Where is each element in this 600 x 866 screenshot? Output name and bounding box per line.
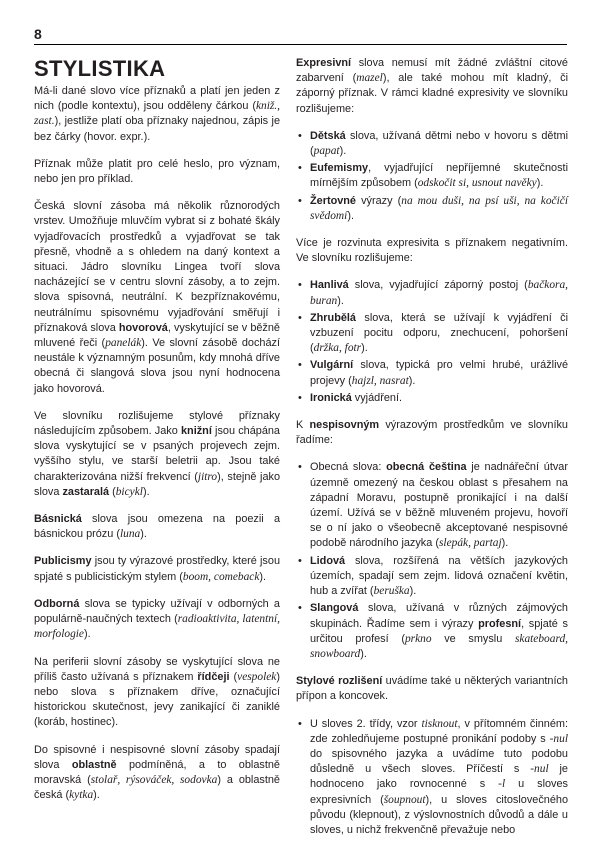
example: na mou duši, na psí uši, na kočičí svědomí [310, 194, 568, 222]
text: , označující historickou skutečnost, jevy zanikající či zaniklé ( [34, 685, 281, 729]
paragraph [34, 409, 280, 500]
text: Ve slovníku rozlišujeme stylové příznaky následujícím způsobem. Jako [34, 409, 280, 438]
text: koráb, hostinec [37, 716, 112, 729]
list-item [296, 717, 568, 839]
text: ). Ve slovní zásobě dochází neustále k významným posunům, kdy mnohá dříve obecná či slangová slova jsou nyní hodnocena jako hovorová. [34, 337, 280, 395]
example: beruška [373, 585, 410, 598]
example: -nul [549, 732, 568, 745]
nonstandard-list [296, 460, 568, 662]
text: ). [501, 537, 509, 550]
negative-expressivity-list [296, 278, 568, 406]
example: prkno [404, 632, 432, 645]
paragraph [34, 655, 280, 731]
text: jsou chápána slova vyskytující se v psaných projevech zejm. vyššího stylu, ve starší beletrii ap. Jsou také charakterizována nižší frekvencí ( [34, 425, 280, 483]
text: vyjádření. [351, 391, 403, 404]
text: hovor. expr. [87, 130, 144, 143]
example: tisknout [421, 717, 458, 730]
paragraph [296, 674, 568, 704]
text: ), z výslovnostních důvodů a dále u sloves, u nichž frekvenčně převažuje nebo [310, 808, 568, 836]
paragraph [296, 56, 568, 117]
text: ). [408, 374, 416, 387]
list-item [296, 601, 568, 662]
list-item [296, 278, 568, 308]
example: -nul [530, 763, 549, 776]
text: ). [259, 570, 267, 583]
text: ). [337, 294, 344, 307]
list-item [296, 161, 568, 191]
text: u sloves expresivních ( [310, 778, 569, 806]
text: Do spisovné i nespisovné slovní zásoby spadají slova [34, 743, 280, 771]
text: , vyjadřující nepříjemné skutečnosti mírnějším způsobem ( [310, 162, 568, 190]
paragraph [34, 157, 280, 187]
text: výrazovým prostředkům ve slovníku řadíme: [296, 419, 568, 447]
example: papat [313, 145, 340, 158]
text: K [296, 419, 310, 432]
text: klepnout [353, 808, 395, 821]
paragraph [34, 597, 280, 643]
term: Publicismy [34, 555, 92, 568]
term: řídčeji [197, 670, 230, 683]
page-number: 8 [34, 26, 42, 42]
text: Obecná slova: [310, 461, 387, 474]
text: ( [229, 670, 238, 683]
text: slova, užívaná v různých zájmových skupinách. Řadíme sem i výrazy [310, 602, 568, 630]
text: je hodnoceno jako rovnocenné s [310, 763, 568, 791]
term: Ironická [310, 391, 352, 404]
term: Dětská [310, 129, 346, 142]
term: Odborná [34, 597, 80, 610]
paragraph [34, 512, 280, 542]
term: hovorová [118, 321, 168, 334]
text: ). [111, 716, 119, 729]
suffix-variants-list [296, 717, 568, 839]
text: ). [347, 209, 354, 222]
example: stolař, rýsováček, sodovka [90, 773, 218, 786]
list-item [296, 194, 568, 224]
term: obecná čeština [386, 461, 467, 474]
text: slova, vyjadřující záporný postoj ( [348, 279, 528, 292]
left-column [34, 56, 280, 815]
text: ). [360, 647, 367, 660]
example: skateboard, snowboard [310, 632, 568, 660]
example: hajzl, nasrat [351, 374, 409, 387]
paragraph [34, 743, 280, 804]
term: Stylové rozlišení [296, 675, 383, 688]
example: radioaktivita, latentní, morfologie [34, 613, 280, 641]
example: kniž., zast. [34, 100, 280, 128]
term: Básnická [34, 513, 82, 526]
example: vespolek [237, 670, 277, 683]
text: Na periferii slovní zásoby se vyskytující slova ne příliš často užívaná s příznakem [34, 655, 280, 683]
paragraph [296, 236, 568, 266]
example: bicykl [115, 485, 143, 498]
example: -l [498, 778, 506, 791]
term: profesní [478, 617, 522, 630]
text: slova se typicky užívají v odborných a populárně-naučných textech ( [34, 597, 280, 626]
text: slova nemusí mít žádné zvláštní citové zabarvení ( [296, 57, 568, 85]
example: odskočit si, usnout navěky [417, 177, 537, 190]
text: ), u sloves citoslovečného původu ( [310, 793, 569, 821]
text: Má-li dané slovo více příznaků a platí jen jeden z nich (podle kontextu), jsou odděleny čárkou ( [34, 85, 280, 113]
text: slova, rozšířená na větších jazykových územích, spadají sem zejm. lidová označení květin, hub a zvířat ( [310, 554, 568, 598]
text: ) a oblastně česká ( [34, 773, 280, 802]
text: ) nebo slova s příznakem [34, 670, 280, 698]
text: Více je rozvinuta expresivita s příznakem negativním. Ve slovníku rozlišujeme: [296, 237, 568, 265]
example: mazel [356, 72, 383, 85]
example: jitro [197, 470, 218, 483]
text: ). [93, 789, 100, 802]
text: ve smyslu [431, 632, 515, 645]
term: oblastně [71, 758, 117, 771]
term: Žertovné [310, 194, 356, 207]
text: slova jsou omezena na poezii a básnickou prózu ( [34, 513, 280, 541]
list-item [296, 554, 568, 600]
text: jsou ty výrazové prostředky, které jsou spjaté s publicistickým stylem ( [34, 555, 280, 583]
text: Příznak může platit pro celé heslo, pro význam, nebo jen pro příklad. [34, 157, 280, 186]
term: Lidová [310, 554, 346, 567]
text: ( [109, 485, 116, 498]
term: Vulgární [310, 359, 354, 372]
header-rule [34, 44, 567, 45]
example: kytka [69, 789, 94, 802]
paragraph [34, 199, 280, 397]
example: slepák, partaj [438, 537, 502, 550]
paragraph [34, 84, 280, 145]
example: boom, comeback [182, 570, 260, 583]
text: uvádíme také u některých variantních přípon a koncovek. [296, 675, 568, 703]
term: Slangová [310, 602, 359, 615]
example: luna [119, 528, 141, 541]
paragraph [34, 554, 280, 584]
text: ). [361, 342, 368, 355]
example: držka, fotr [313, 342, 362, 355]
text: , v přítomném činném: zde zohledňujeme postupné pronikání podoby s [310, 717, 569, 745]
text: podmíněná, a to oblastně moravská ( [34, 758, 280, 786]
text: U sloves 2. třídy, vzor [310, 717, 422, 730]
text: slova, typická pro velmi hrubé, urážlivé projevy ( [310, 359, 568, 387]
text: ). [339, 145, 347, 158]
text: výrazy ( [356, 194, 402, 207]
text: ). [142, 485, 150, 498]
right-column [296, 56, 568, 850]
text: , vyskytující se v běžně mluvené řeči ( [34, 321, 280, 350]
text: je nadnářeční útvar územně omezený na českou oblast s přesahem na západní Moravu, postupně pronikající i na další území. Užívá se v běžně mluveném projevu, hovoří se o ní jako o všeobecně akceptované nespisovné podobě národního jazyka ( [310, 461, 568, 550]
text: ), stejně jako slova [34, 470, 281, 498]
text: ). [143, 130, 151, 143]
text: dříve [190, 685, 216, 698]
text: ). [140, 528, 147, 541]
example: šoupnout [383, 793, 426, 806]
text: do spisovného jazyka a uvádíme tuto podobu důsledně u všech sloves. Příčestí s [310, 747, 568, 776]
text: ). [536, 177, 544, 190]
text: , spjaté s určitou profesí ( [310, 617, 568, 645]
list-item [296, 129, 568, 159]
text: slova, užívaná dětmi nebo v hovoru s dětmi ( [310, 129, 568, 158]
text: ). [84, 628, 91, 641]
term: knižní [180, 425, 212, 438]
positive-expressivity-list [296, 129, 568, 224]
term: Zhrubělá [310, 311, 356, 324]
list-item [296, 460, 568, 551]
term: nespisovným [309, 419, 380, 432]
page-title: STYLISTIKA [34, 56, 166, 81]
text: ). [409, 585, 417, 598]
example: bačkora, buran [310, 279, 568, 307]
term: zastaralá [62, 485, 110, 498]
example: panelák [105, 337, 142, 350]
text: ), jestliže platí oba příznaky najednou, zápis je bez čárky ( [34, 115, 280, 143]
list-item [296, 311, 568, 357]
term: Eufemismy [310, 162, 369, 175]
term: Expresivní [296, 57, 352, 69]
text: Česká slovní zásoba má několik různorodých vrstev. Umožňuje mluvčím vybrat si z bohaté škály vyjadřovacích prostředků a vyjadřovat se tak přesně, vhodně a s ohledem na daný kontext a situaci. Jádro slovníku Lingea tvoří slova nacházející se v centru slovní zásoby, a to zejm. slova spisovná, neutrální. K bezpříznakovému, neutrálnímu spisovnému vyjadřování směřují i příznaková slova [34, 200, 280, 334]
text: ), ale také mohou mít kladný, či záporný příznak. V rámci kladné expresivity ve slovníku rozlišujeme: [296, 72, 568, 115]
paragraph [296, 418, 568, 448]
term: Hanlivá [310, 279, 349, 292]
list-item [296, 358, 568, 388]
text: slova, která se užívají k vyjádření či vzbuzení pocitu odporu, znechucení, pohoršení ( [310, 311, 568, 355]
list-item [296, 391, 568, 406]
